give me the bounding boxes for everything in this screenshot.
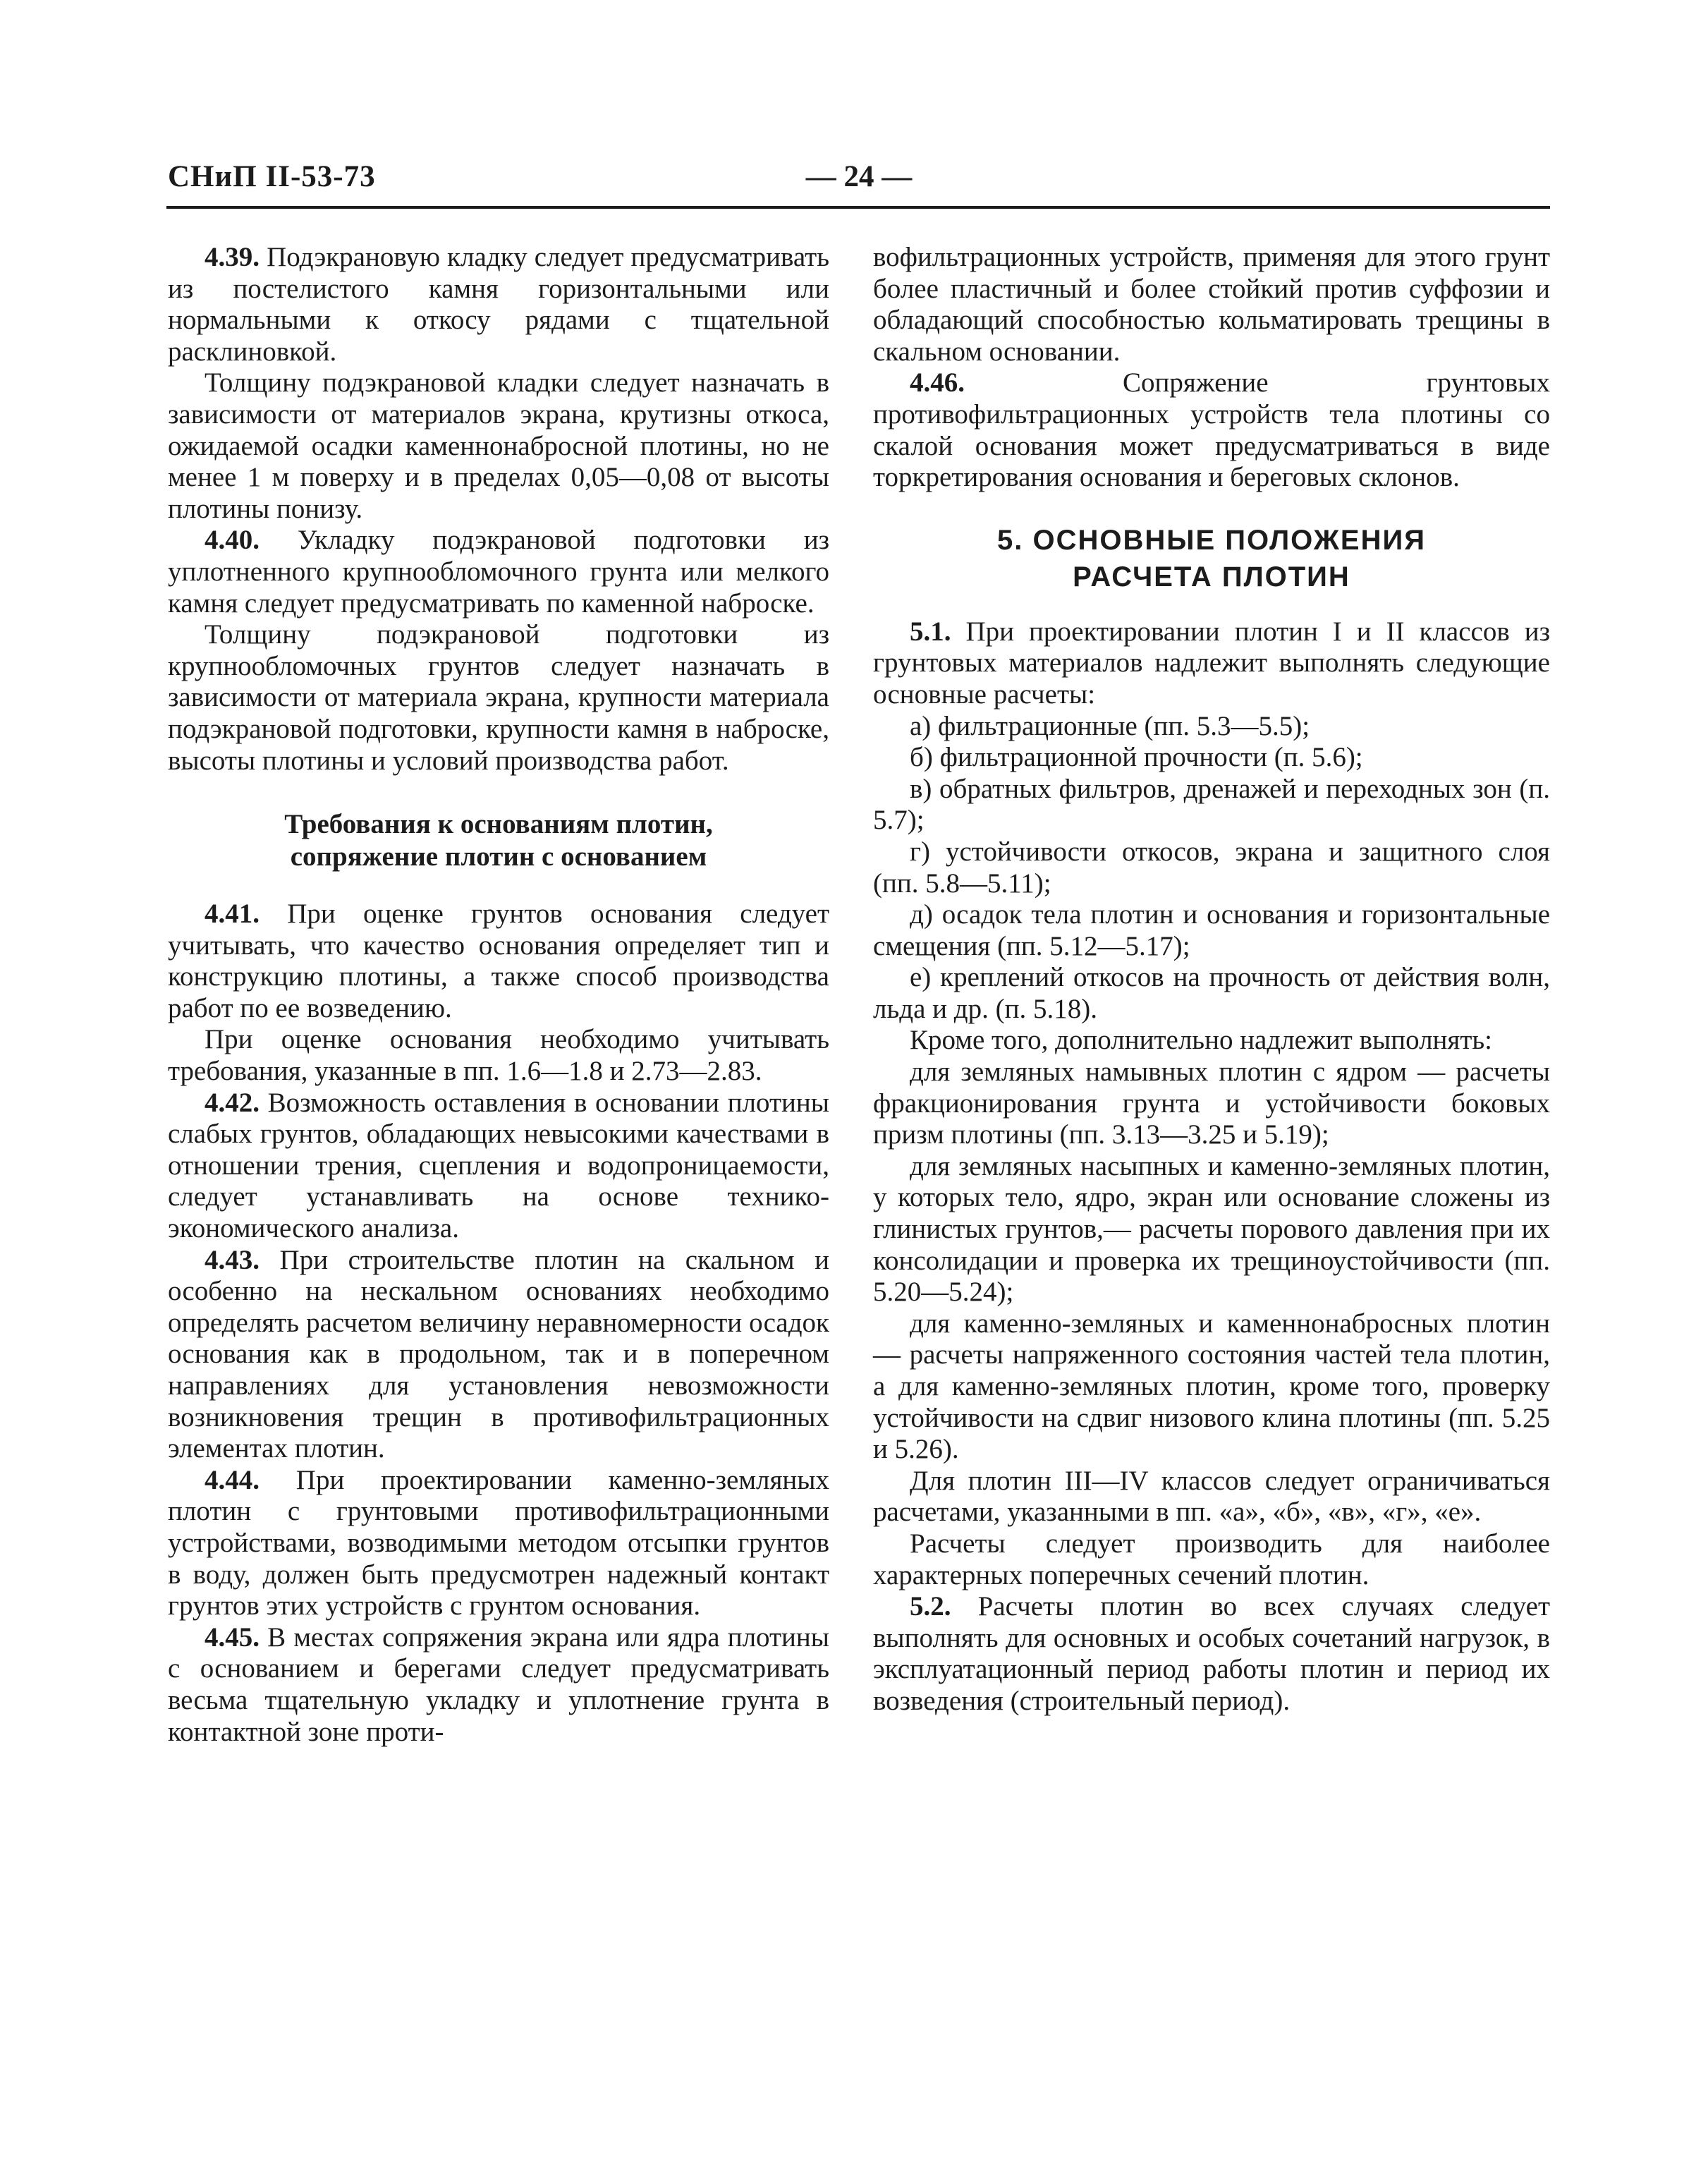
paragraph-cross-sections: Расчеты следует производить для наиболее характерных поперечных сечений плотин. <box>873 1528 1550 1590</box>
header-rule <box>166 206 1550 209</box>
paragraph-4-39-b: Толщину подэкрановой кладки следует назначать в зависимости от материалов экрана, крутизны откоса, ожидаемой осадки каменнонабросной плотины, но не менее 1 м поверху и в пределах 0,05—0,08 от высоты плотины понизу. <box>168 367 829 524</box>
clause-text: Возможность оставления в основании плотины слабых грунтов, обладающих невысокими качествами в отношении трения, сцепления и водопроницаемости, следует устанавливать на основе технико-экономического анализа. <box>168 1087 829 1244</box>
paragraph-earth-fill-dams: для земляных насыпных и каменно-земляных плотин, у которых тело, ядро, экран или основание сложены из глинистых грунтов,— расчеты порового давления при их консолидации и проверка их трещиноустойчивости (пп. 5.20—5.24); <box>873 1150 1550 1308</box>
paragraph-4-45-continued: вофильтрационных устройств, применяя для этого грунт более пластичный и более стойкий против суффозии и обладающий способностью кольматировать трещины в скальном основании. <box>873 242 1550 367</box>
paragraph-besides: Кроме того, дополнительно надлежит выполнять: <box>910 1025 1493 1056</box>
left-column <box>168 242 829 1748</box>
document-code: СНиП II-53-73 <box>168 160 376 193</box>
paragraph-4-40 <box>168 525 829 619</box>
subsection-heading-line: Требования к основаниям плотин, <box>284 809 713 840</box>
page-number: — 24 — <box>805 160 913 193</box>
paragraph-5-2 <box>873 1591 1550 1717</box>
paragraph-4-40-b: Толщину подэкрановой подготовки из крупнообломочных грунтов следует назначать в зависимости от материала экрана, крупности материала подэкрановой подготовки, крупности камня в наброске, высоты плотины и условий производства работ. <box>168 619 829 776</box>
paragraph-4-39 <box>168 242 829 367</box>
list-item-b: б) фильтрационной прочности (п. 5.6); <box>910 742 1363 773</box>
section-heading-line: 5. ОСНОВНЫЕ ПОЛОЖЕНИЯ <box>997 524 1426 556</box>
list-item-v: в) обратных фильтров, дренажей и переходных зон (п. 5.7); <box>873 773 1550 836</box>
clause-text: При проектировании каменно-земляных плотин с грунтовыми противофильтрационными устройствами, возводимыми методом отсыпки грунтов в воду, должен быть предусмотрен надежный контакт грунтов этих устройств с грунтом основания. <box>168 1464 830 1622</box>
paragraph-5-1 <box>873 616 1550 711</box>
list-item-e: е) креплений откосов на прочность от действия волн, льда и др. (п. 5.18). <box>873 962 1550 1024</box>
clause-text: Сопряжение грунтовых противофильтрационных устройств тела плотины со скалой основания может предусматриваться в виде торкретирования основания и береговых склонов. <box>873 367 1550 493</box>
list-item-g: г) устойчивости откосов, экрана и защитного слоя (пп. 5.8—5.11); <box>873 836 1550 899</box>
clause-text: В местах сопряжения экрана или ядра плотины с основанием и берегами следует предусматривать весьма тщательную укладку и уплотнение грунта в контактной зоне проти- <box>168 1622 830 1747</box>
paragraph-4-45 <box>168 1622 829 1748</box>
paragraph-4-46 <box>873 367 1550 493</box>
paragraph-4-41 <box>168 899 829 1024</box>
clause-text: Расчеты плотин во всех случаях следует выполнять для основных и особых сочетаний нагрузок, в эксплуатационный период работы плотин и период их возведения (строительный период). <box>873 1591 1551 1716</box>
right-column <box>873 242 1550 1717</box>
clause-number: 4.39. <box>205 242 260 272</box>
paragraph-earth-washed-dams: для земляных намывных плотин с ядром — расчеты фракционирования грунта и устойчивости боковых призм плотины (пп. 3.13—3.25 и 5.19); <box>873 1057 1550 1150</box>
clause-number: 4.46. <box>910 367 965 398</box>
section-heading <box>873 522 1550 595</box>
clause-number: 4.42. <box>205 1087 260 1118</box>
section-heading-line: РАСЧЕТА ПЛОТИН <box>1073 561 1350 592</box>
clause-text: Подэкрановую кладку следует предусматривать из постелистого камня горизонтальными или нормальными к откосу рядами с тщательной расклиновкой. <box>168 242 830 367</box>
clause-text: При проектировании плотин I и II классов из грунтовых материалов надлежит выполнять следующие основные расчеты: <box>873 616 1551 710</box>
clause-number: 5.1. <box>910 616 951 647</box>
list-item-d: д) осадок тела плотин и основания и горизонтальные смещения (пп. 5.12—5.17); <box>873 899 1550 961</box>
subsection-heading <box>168 808 829 873</box>
page-header <box>168 159 1550 209</box>
paragraph-4-41-b: При оценке основания необходимо учитывать требования, указанные в пп. 1.6—1.8 и 2.73—2.83. <box>168 1024 829 1087</box>
clause-text: При строительстве плотин на скальном и особенно на нескальном основаниях необходимо определять расчетом величину неравномерности осадок основания как в продольном, так и в поперечном направлениях для установления невозможности возникновения трещин в противофильтрационных элементах плотин. <box>168 1244 829 1464</box>
paragraph-4-42 <box>168 1088 829 1245</box>
clause-text: Укладку подэкрановой подготовки из уплотненного крупнообломочного грунта или мелкого камня следует предусматривать по каменной наброске. <box>168 525 830 619</box>
subsection-heading-line: сопряжение плотин с основанием <box>290 841 707 872</box>
paragraph-rock-earth-dams: для каменно-земляных и каменнонабросных плотин — расчеты напряженного состояния частей тела плотин, а для каменно-земляных плотин, кроме того, проверку устойчивости на сдвиг низового клина плотины (пп. 5.25 и 5.26). <box>873 1308 1550 1465</box>
paragraph-4-44 <box>168 1465 829 1622</box>
clause-number: 4.43. <box>205 1244 260 1275</box>
clause-number: 4.41. <box>205 899 260 930</box>
clause-text: При оценке грунтов основания следует учитывать, что качество основания определяет тип и конструкцию плотины, а также способ производства работ по ее возведению. <box>168 899 830 1023</box>
paragraph-4-43 <box>168 1245 829 1465</box>
clause-number: 4.45. <box>205 1622 260 1653</box>
clause-number: 4.40. <box>205 525 260 556</box>
clause-number: 5.2. <box>910 1591 951 1622</box>
paragraph-class-3-4: Для плотин III—IV классов следует ограничиваться расчетами, указанными в пп. «а», «б», «в», «г», «е». <box>873 1465 1550 1528</box>
list-item-a: а) фильтрационные (пп. 5.3—5.5); <box>910 710 1310 741</box>
clause-number: 4.44. <box>205 1464 260 1495</box>
